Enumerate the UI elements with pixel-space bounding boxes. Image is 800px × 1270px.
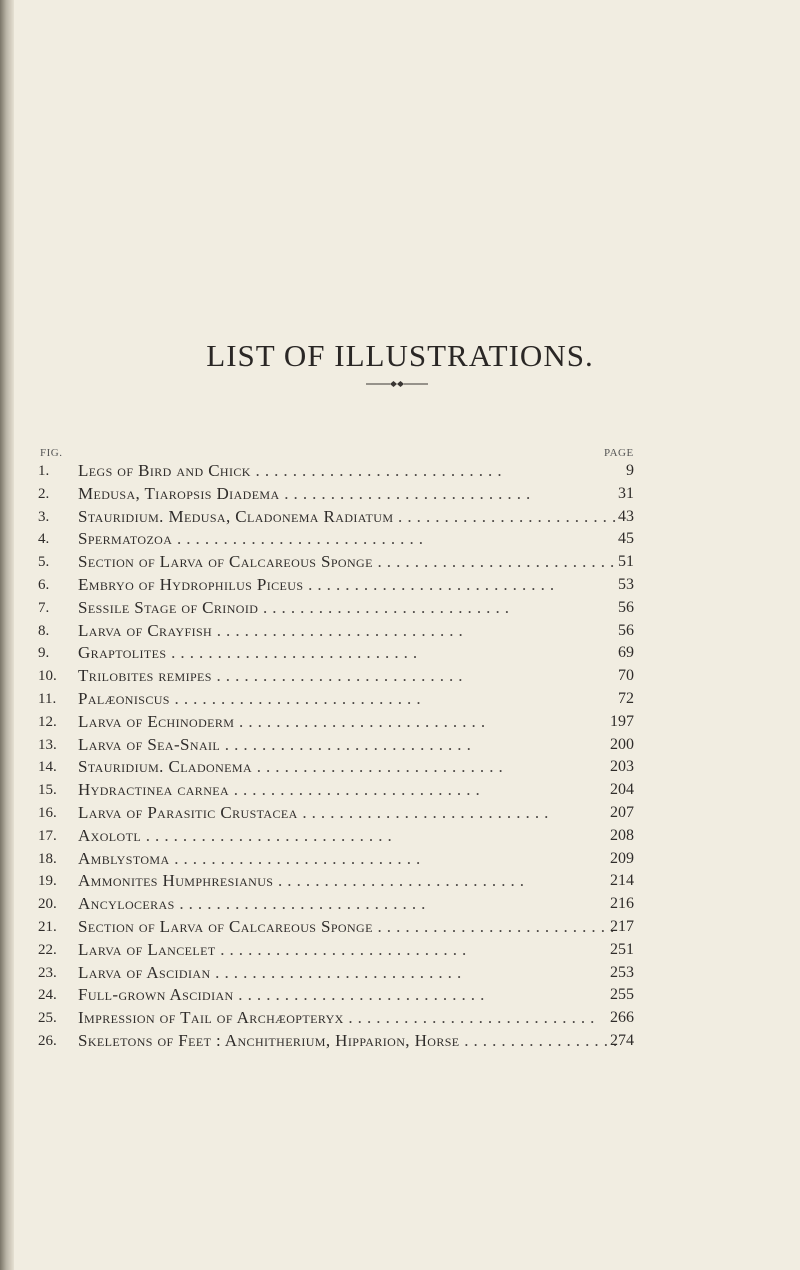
page-number: 274: [610, 1031, 634, 1049]
fig-title: Full-grown Ascidian . .: [78, 984, 618, 1007]
illustrations-list: [0, 460, 800, 1053]
fig-number: 10.: [38, 668, 57, 685]
fig-title: Larva of Crayfish . .: [78, 620, 618, 643]
fig-title: Amblystoma . .: [78, 848, 618, 871]
fig-title: Ammonites Humphresianus . .: [78, 870, 618, 893]
page-number: 9: [626, 462, 634, 479]
page-number: 197: [610, 712, 634, 730]
page-number: 266: [610, 1009, 634, 1027]
list-item: [0, 893, 800, 916]
list-item: [0, 665, 800, 688]
fig-title: Larva of Ascidian . .: [78, 962, 618, 985]
fig-number: 8.: [38, 622, 50, 639]
fig-title: Larva of Lancelet . .: [78, 939, 618, 962]
fig-title: Axolotl . .: [78, 825, 618, 848]
fig-number: 24.: [38, 987, 57, 1004]
fig-title: Larva of Sea-Snail . .: [78, 734, 618, 757]
fig-title: Larva of Parasitic Crustacea . .: [78, 802, 618, 825]
fig-title: Legs of Bird and Chick . .: [78, 460, 618, 483]
fig-number: 5.: [38, 554, 50, 571]
page-title: LIST OF ILLUSTRATIONS.: [206, 338, 594, 373]
fig-number: 9.: [38, 645, 50, 662]
list-item: [0, 688, 800, 711]
page-number: 208: [610, 826, 634, 844]
fig-number: 23.: [38, 964, 57, 981]
list-item: [0, 506, 800, 529]
fig-title: Stauridium. Cladonema . .: [78, 756, 618, 779]
fig-column-label: FIG.: [40, 447, 63, 459]
page-number: 53: [618, 575, 634, 593]
fig-number: 21.: [38, 918, 57, 935]
fig-number: 20.: [38, 896, 57, 913]
page-number: 56: [618, 621, 634, 639]
list-item: [0, 620, 800, 643]
page-number: 217: [610, 917, 634, 935]
fig-number: 6.: [38, 576, 50, 593]
list-item: [0, 984, 800, 1007]
page-number: 51: [618, 553, 634, 571]
list-item: [0, 597, 800, 620]
page-number: 56: [618, 598, 634, 616]
list-item: [0, 460, 800, 483]
fig-number: 3.: [38, 508, 50, 525]
fig-title: Ancyloceras . .: [78, 893, 618, 916]
fig-title: Larva of Echinoderm . .: [78, 711, 618, 734]
fig-title: Impression of Tail of Archæopteryx . .: [78, 1007, 618, 1030]
list-item: [0, 1007, 800, 1030]
page-column-label: PAGE: [604, 447, 634, 459]
list-item: [0, 825, 800, 848]
page-number: 216: [610, 895, 634, 913]
page-number: 45: [618, 530, 634, 548]
fig-number: 1.: [38, 463, 50, 479]
page-number: 207: [610, 803, 634, 821]
fig-number: 2.: [38, 485, 50, 502]
list-item: [0, 962, 800, 985]
fig-title: Spermatozoa . .: [78, 528, 618, 551]
list-item: [0, 551, 800, 574]
page-number: 200: [610, 735, 634, 753]
fig-number: 17.: [38, 827, 57, 844]
fig-number: 7.: [38, 599, 50, 616]
list-item: [0, 916, 800, 939]
fig-number: 26.: [38, 1032, 57, 1049]
fig-number: 13.: [38, 736, 57, 753]
fig-number: 22.: [38, 941, 57, 958]
page-number: 214: [610, 872, 634, 890]
fig-title: Section of Larva of Calcareous Sponge . .: [78, 916, 618, 939]
fig-number: 15.: [38, 782, 57, 799]
page-number: 253: [610, 963, 634, 981]
page-number: 72: [618, 689, 634, 707]
list-item: [0, 870, 800, 893]
fig-title: Trilobites remipes . .: [78, 665, 618, 688]
page-number: 70: [618, 667, 634, 685]
fig-title: Section of Larva of Calcareous Sponge . .: [78, 551, 618, 574]
page-number: 251: [610, 940, 634, 958]
fig-title: Skeletons of Feet : Anchitherium, Hipparion, Horse . .: [78, 1030, 618, 1053]
list-item: [0, 1030, 800, 1053]
page-number: 43: [618, 507, 634, 525]
fig-title: Hydractinea carnea . .: [78, 779, 618, 802]
page-number: 204: [610, 781, 634, 799]
fig-number: 18.: [38, 850, 57, 867]
fig-title: Stauridium. Medusa, Cladonema Radiatum . .: [78, 506, 618, 529]
fig-number: 19.: [38, 873, 57, 890]
page-number: 255: [610, 986, 634, 1004]
fig-number: 4.: [38, 531, 50, 548]
list-item: [0, 939, 800, 962]
fig-title: Graptolites . .: [78, 642, 618, 665]
list-item: [0, 574, 800, 597]
fig-title: Sessile Stage of Crinoid . .: [78, 597, 618, 620]
page-number: 203: [610, 758, 634, 776]
list-item: [0, 642, 800, 665]
fig-title: Medusa, Tiaropsis Diadema . .: [78, 483, 618, 506]
page-number: 31: [618, 484, 634, 502]
fig-number: 11.: [38, 690, 57, 707]
ornament-divider: [366, 379, 428, 389]
page-number: 69: [618, 644, 634, 662]
fig-number: 25.: [38, 1010, 57, 1027]
list-item: [0, 711, 800, 734]
fig-number: 14.: [38, 759, 57, 776]
page-number: 209: [610, 849, 634, 867]
fig-number: 16.: [38, 804, 57, 821]
fig-number: 12.: [38, 713, 57, 730]
list-item: [0, 848, 800, 871]
list-item: [0, 756, 800, 779]
list-item: [0, 483, 800, 506]
list-item: [0, 734, 800, 757]
list-item: [0, 528, 800, 551]
fig-title: Embryo of Hydrophilus Piceus . .: [78, 574, 618, 597]
list-item: [0, 779, 800, 802]
list-item: [0, 802, 800, 825]
fig-title: Palæoniscus . .: [78, 688, 618, 711]
